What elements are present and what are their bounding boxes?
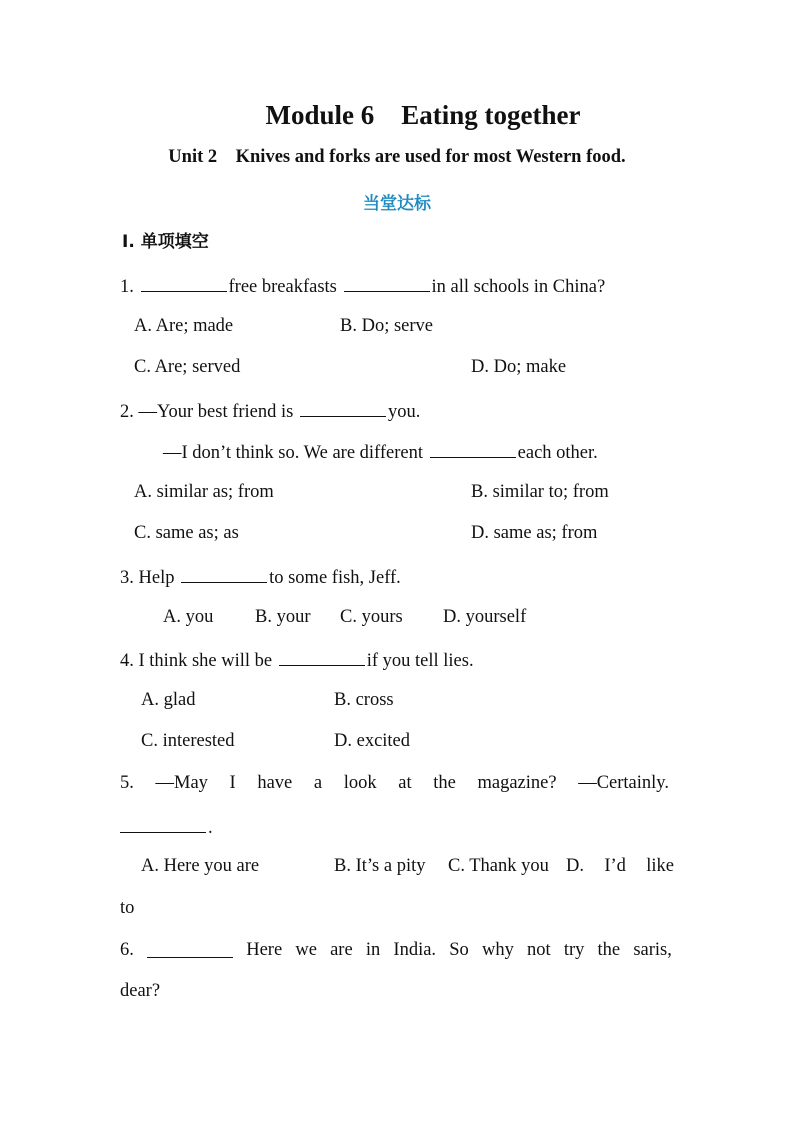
question-word: Here [246, 940, 283, 960]
option-c: C. interested [141, 731, 235, 751]
option-a: A. you [163, 607, 214, 627]
question-word: —May [155, 773, 208, 793]
question-number: 6. [120, 940, 134, 960]
question-word: have [257, 773, 293, 793]
question-word: try [563, 940, 585, 960]
option-word: I’d [604, 856, 626, 876]
question-word: —Certainly. [578, 773, 669, 793]
answer-blank [279, 647, 365, 666]
answer-blank [141, 273, 227, 292]
question-2 [120, 398, 420, 423]
question-3 [120, 564, 401, 589]
question-word: India. [393, 940, 437, 960]
option-b: B. similar to; from [471, 482, 609, 502]
option-a: A. similar as; from [134, 482, 274, 502]
section-heading: Ⅰ. 单项填空 [122, 232, 209, 252]
question-word: the [433, 773, 456, 793]
question-6-continued: dear? [120, 981, 161, 1001]
question-word: at [398, 773, 412, 793]
question-5-continued [120, 814, 213, 839]
option-c: C. same as; as [134, 523, 239, 543]
question-word: not [527, 940, 551, 960]
question-word: look [343, 773, 377, 793]
option-b: B. cross [334, 690, 394, 710]
option-d: D. yourself [443, 607, 527, 627]
question-word: are [330, 940, 353, 960]
question-word: we [295, 940, 317, 960]
answer-blank [300, 398, 386, 417]
question-text: 3. Help [120, 568, 175, 588]
option-d: D. excited [334, 731, 411, 751]
question-word: magazine? [477, 773, 557, 793]
option-c: C. Are; served [134, 357, 241, 377]
option-c: C. Thank you [448, 856, 549, 876]
option-a: A. glad [141, 690, 196, 710]
question-5 [120, 772, 669, 794]
option-word: like [646, 856, 674, 876]
unit-title: Unit 2 Knives and forks are used for most Western food. [168, 147, 626, 167]
question-text: in all schools in China? [431, 277, 606, 297]
option-d: D. Do; make [471, 357, 567, 377]
reply-text: —I don’t think so. We are different [163, 443, 424, 463]
question-6 [120, 939, 672, 961]
reply-text: each other. [517, 443, 598, 463]
question-text: to some fish, Jeff. [269, 568, 401, 588]
page-title: Module 6 Eating together [265, 100, 581, 130]
answer-blank [181, 564, 267, 583]
question-word: I [229, 773, 236, 793]
question-2-reply [163, 439, 598, 464]
option-d-continued: to [120, 898, 135, 918]
question-word: saris, [633, 940, 672, 960]
question-1 [120, 273, 605, 298]
question-text: 4. I think she will be [120, 651, 273, 671]
option-d [566, 855, 674, 877]
option-b: B. your [255, 607, 311, 627]
section-subtitle: 当堂达标 [363, 194, 431, 214]
question-text: you. [387, 402, 421, 422]
question-text: free breakfasts [228, 277, 337, 297]
option-d: D. same as; from [471, 523, 598, 543]
option-b: B. Do; serve [340, 316, 433, 336]
option-b: B. It’s a pity [334, 856, 426, 876]
question-word: the [597, 940, 621, 960]
option-a: A. Here you are [141, 856, 260, 876]
answer-blank [120, 814, 206, 833]
question-word: in [365, 940, 381, 960]
question-number: 1. [120, 277, 134, 297]
question-word: a [313, 773, 323, 793]
answer-blank [147, 939, 233, 958]
question-text: . [208, 818, 213, 838]
question-word: why [481, 940, 514, 960]
question-word: So [449, 940, 469, 960]
question-text: if you tell lies. [366, 651, 474, 671]
question-word: 5. [120, 773, 134, 793]
question-4 [120, 647, 474, 672]
question-text: 2. —Your best friend is [120, 402, 294, 422]
option-a: A. Are; made [134, 316, 234, 336]
answer-blank [430, 439, 516, 458]
answer-blank [344, 273, 430, 292]
option-c: C. yours [340, 607, 403, 627]
option-word: D. [566, 856, 584, 876]
